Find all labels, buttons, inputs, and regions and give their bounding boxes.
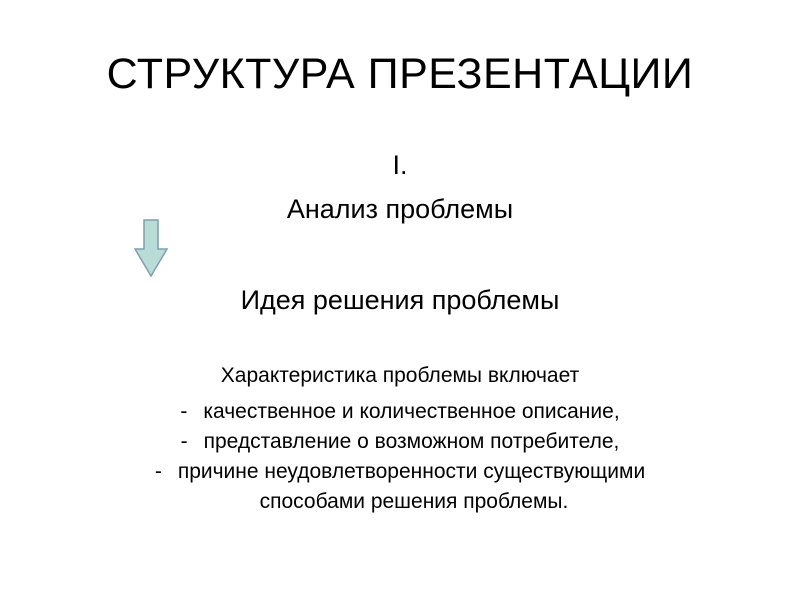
bullet-dash: - bbox=[154, 460, 162, 483]
slide-title: СТРУКТУРА ПРЕЗЕНТАЦИИ bbox=[106, 50, 694, 98]
list-item bbox=[0, 427, 800, 457]
list-item-text: представление о возможном потребителе, bbox=[203, 430, 620, 453]
down-arrow-icon bbox=[134, 219, 168, 277]
characteristic-heading: Характеристика проблемы включает bbox=[220, 364, 580, 387]
section-title: Анализ проблемы bbox=[286, 194, 514, 224]
list-item-text: причине неудовлетворенности существующими bbox=[177, 460, 646, 483]
bullet-dash: - bbox=[180, 400, 188, 423]
list-item-text-continued: способами решения проблемы. bbox=[259, 490, 569, 513]
bullet-dash: - bbox=[180, 430, 188, 453]
list-item bbox=[0, 397, 800, 427]
section-number: I. bbox=[392, 150, 408, 180]
idea-line: Идея решения проблемы bbox=[240, 285, 560, 315]
list-item-text: качественное и количественное описание, bbox=[203, 400, 620, 423]
list-item bbox=[0, 457, 800, 517]
characteristic-list bbox=[0, 397, 800, 517]
